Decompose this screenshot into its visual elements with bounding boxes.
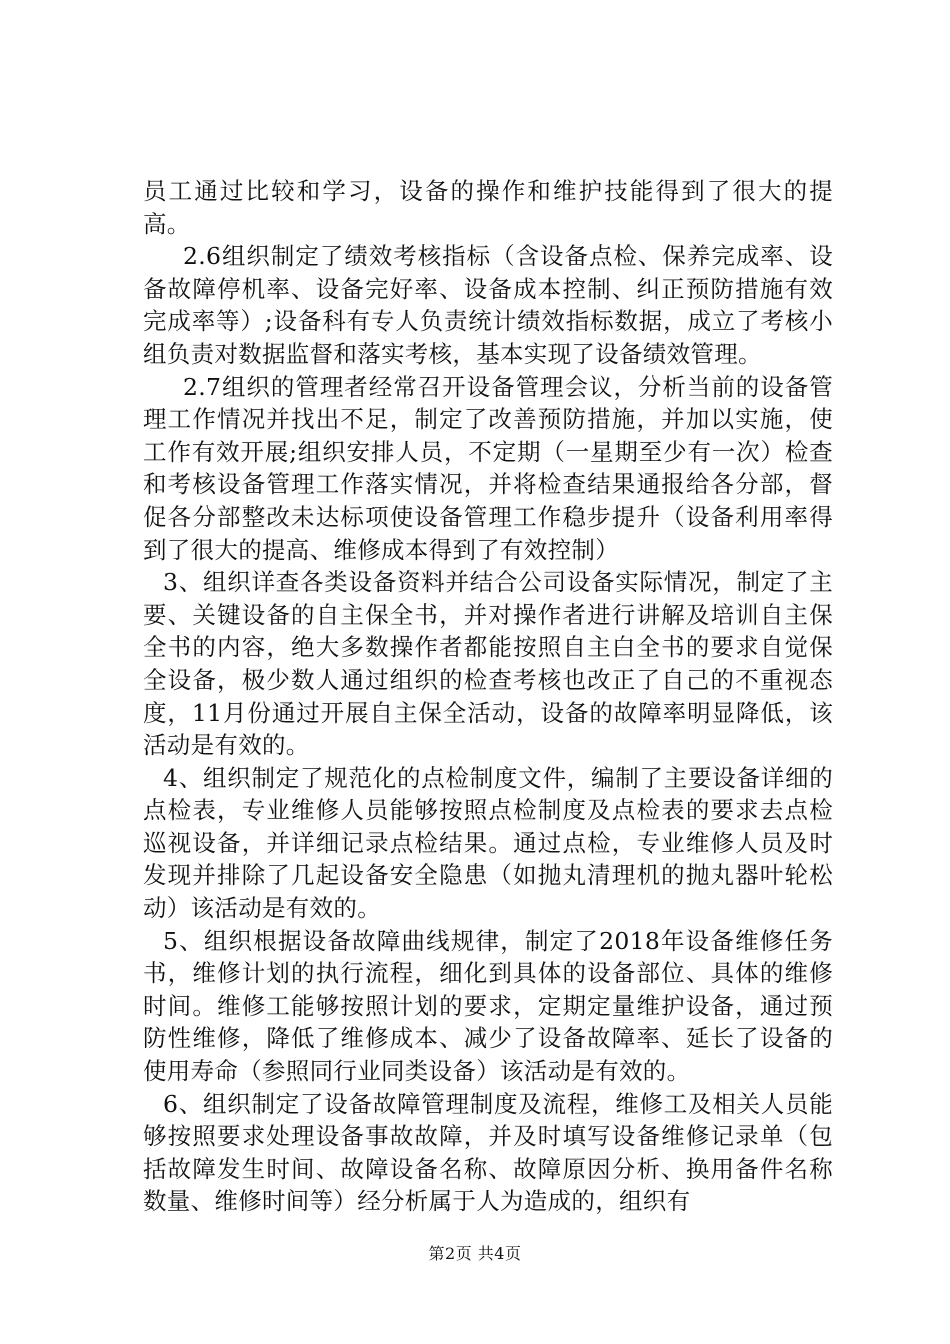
paragraph-3: 3、组织详查各类设备资料并结合公司设备实际情况，制定了主要、关键设备的自主保全书，并对操作者进行讲解及培训自主保全书的内容，绝大多数操作者都能按照自主白全书的要求自觉保全设备，极少数人通过组织的检查考核也改正了自己的不重视态度，11月份通过开展自主保全活动，设备的故障率明显降低，该活动是有效的。 [143, 568, 833, 760]
page-footer: 第2页 共4页 [428, 1244, 522, 1263]
paragraph-5: 5、组织根据设备故障曲线规律，制定了2018年设备维修任务书，维修计划的执行流程，细化到具体的设备部位、具体的维修时间。维修工能够按照计划的要求，定期定量维护设备，通过预防性维修，降低了维修成本、减少了设备故障率、延长了设备的使用寿命（参照同行业同类设备）该活动是有效的。 [143, 926, 833, 1086]
paragraph-4: 4、组织制定了规范化的点检制度文件，编制了主要设备详细的点检表，专业维修人员能够按照点检制度及点检表的要求去点检巡视设备，并详细记录点检结果。通过点检，专业维修人员及时发现并排除了几起设备安全隐患（如抛丸清理机的抛丸器叶轮松动）该活动是有效的。 [143, 763, 833, 923]
paragraph-6: 6、组织制定了设备故障管理制度及流程，维修工及相关人员能够按照要求处理设备事故故障，并及时填写设备维修记录单（包括故障发生时间、故障设备名称、故障原因分析、换用备件名称数量、维修时间等）经分析属于人为造成的，组织有 [143, 1089, 833, 1216]
paragraph-2-6: 2.6组织制定了绩效考核指标（含设备点检、保养完成率、设备故障停机率、设备完好率、设备成本控制、纠正预防措施有效完成率等）;设备科有专人负责统计绩效指标数据，成立了考核小组负责对数据监督和落实考核，基本实现了设备绩效管理。 [143, 242, 833, 368]
paragraph-continuation: 员工通过比较和学习，设备的操作和维护技能得到了很大的提高。 [143, 177, 833, 238]
document-body [143, 175, 833, 1218]
paragraph-2-7: 2.7组织的管理者经常召开设备管理会议，分析当前的设备管理工作情况并找出不足，制定了改善预防措施，并加以实施，使工作有效开展;组织安排人员，不定期（一星期至少有一次）检查和考核设备管理工作落实情况，并将检查结果通报给各分部，督促各分部整改未达标项使设备管理工作稳步提升（设备利用率得到了很大的提高、维修成本得到了有效控制） [143, 372, 833, 564]
